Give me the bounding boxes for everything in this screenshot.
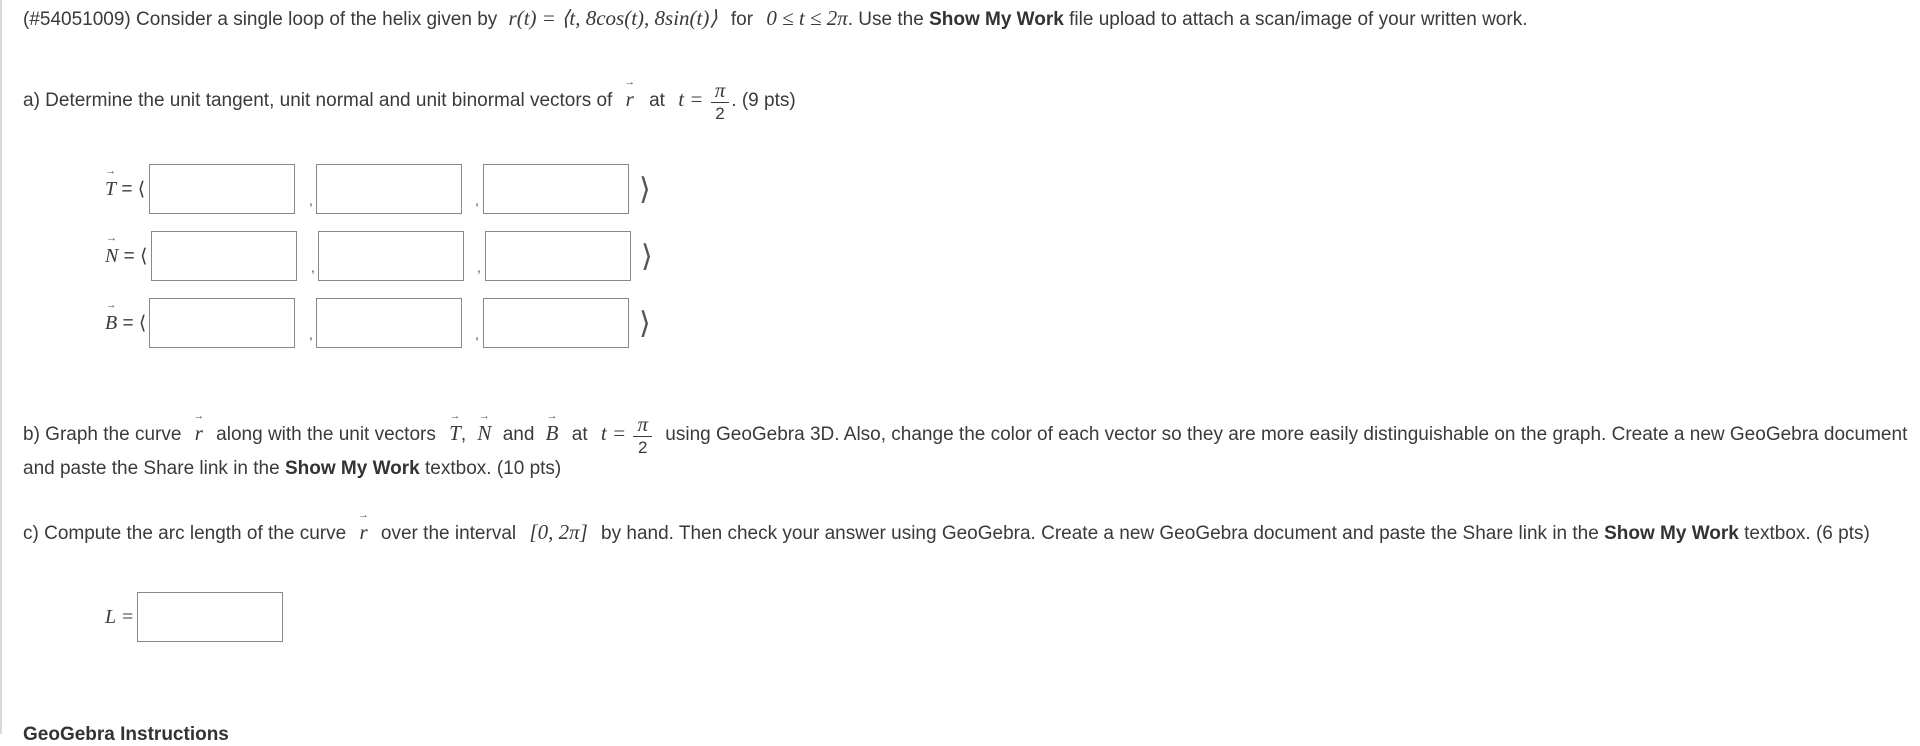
binormal-row <box>105 298 665 352</box>
show-my-work-ref: Show My Work <box>929 9 1064 30</box>
for-label: for <box>730 9 754 30</box>
t-equals: t = <box>600 421 627 446</box>
comma: , <box>477 259 481 275</box>
arrow-icon: → <box>624 76 636 89</box>
binormal-eq: = ⟨ <box>122 313 147 334</box>
r-function: r(t) = ⟨t, 8cos(t), 8sin(t)⟩ <box>508 6 718 30</box>
show-my-work-ref: Show My Work <box>1604 523 1739 544</box>
vector-n: → N <box>477 410 492 446</box>
use-pre: . Use the <box>847 9 924 30</box>
arrow-icon: → <box>105 299 117 311</box>
arrow-icon: → <box>449 410 461 423</box>
geogebra-instructions-heading: GeoGebra Instructions <box>23 724 229 745</box>
comma: , <box>475 192 479 208</box>
normal-eq: = ⟨ <box>123 246 148 267</box>
left-border <box>0 0 2 734</box>
frac-denominator: 2 <box>715 104 725 123</box>
tangent-z-input[interactable] <box>483 164 629 214</box>
normal-y-input[interactable] <box>318 231 464 281</box>
arrow-icon: → <box>546 410 558 423</box>
part-c-prompt <box>23 509 1870 544</box>
vector-b: → B <box>545 410 559 446</box>
at-label: at <box>649 90 665 112</box>
t-range: 0 ≤ t ≤ 2π <box>766 6 848 30</box>
tangent-row <box>105 164 665 218</box>
part-b-line2-post: textbox. (10 pts) <box>425 458 562 479</box>
frac-numerator: π <box>711 80 730 103</box>
r-symbol: r <box>625 87 634 112</box>
part-c-text3: by hand. Then check your answer using GeoGebra. Create a new GeoGebra document and paste the Share link in the <box>601 523 1599 544</box>
t-equals: t = <box>678 87 704 112</box>
arrow-icon: → <box>106 232 118 244</box>
binormal-z-input[interactable] <box>483 298 629 348</box>
arrow-icon: → <box>193 410 205 423</box>
binormal-x-input[interactable] <box>149 298 295 348</box>
show-my-work-ref: Show My Work <box>284 458 420 479</box>
close-bracket: ⟩ <box>639 172 651 207</box>
part-b-prompt <box>23 410 1908 457</box>
at-label: at <box>571 424 588 446</box>
normal-row <box>105 231 665 285</box>
arc-length-label: L = <box>105 606 135 628</box>
frac-numerator: π <box>633 414 652 437</box>
comma: , <box>475 326 479 342</box>
part-a-prompt <box>23 76 796 123</box>
binormal-label: → B = ⟨ <box>105 299 147 334</box>
interval: [0, 2π] <box>529 520 588 544</box>
and-label: and <box>502 424 535 446</box>
part-c-text4: textbox. (6 pts) <box>1744 523 1870 544</box>
arrow-icon: → <box>478 410 490 423</box>
tangent-eq: = ⟨ <box>121 179 146 200</box>
part-b-line2 <box>23 459 561 478</box>
arrow-icon: → <box>105 165 117 177</box>
tangent-y-input[interactable] <box>316 164 462 214</box>
separator: , <box>460 424 467 446</box>
tangent-label: → T = ⟨ <box>105 165 146 200</box>
frac-denominator: 2 <box>638 438 648 457</box>
part-b-text1: b) Graph the curve <box>23 424 182 446</box>
comma: , <box>309 192 313 208</box>
pi-over-2 <box>711 80 730 122</box>
part-c-text1: c) Compute the arc length of the curve <box>23 523 347 544</box>
close-bracket: ⟩ <box>639 306 651 341</box>
vector-r: → r <box>358 509 370 544</box>
vector-r <box>624 76 636 112</box>
vector-r: → r <box>193 410 205 446</box>
normal-z-input[interactable] <box>485 231 631 281</box>
part-b-text3: using GeoGebra 3D. Also, change the color of each vector so they are more easily distinguishable on the graph. Create a new GeoGebra document <box>665 424 1908 446</box>
problem-intro: (#54051009) Consider a single loop of the helix given by <box>23 9 498 30</box>
normal-x-input[interactable] <box>151 231 297 281</box>
binormal-y-input[interactable] <box>316 298 462 348</box>
arc-length-row <box>105 592 305 646</box>
problem-statement <box>23 8 1527 29</box>
part-b-text2: along with the unit vectors <box>216 424 436 446</box>
part-a-pts: . (9 pts) <box>731 90 796 112</box>
use-post: file upload to attach a scan/image of your written work. <box>1069 9 1528 30</box>
tangent-x-input[interactable] <box>149 164 295 214</box>
pi-over-2 <box>633 414 652 456</box>
part-b-line2-pre: and paste the Share link in the <box>23 458 280 479</box>
normal-label: → N = ⟨ <box>105 232 148 267</box>
close-bracket: ⟩ <box>641 239 653 274</box>
vector-t: → T <box>449 410 461 446</box>
arrow-icon: → <box>358 509 370 521</box>
comma: , <box>309 326 313 342</box>
comma: , <box>311 259 315 275</box>
part-a-text: a) Determine the unit tangent, unit normal and unit binormal vectors of <box>23 90 613 112</box>
arc-length-input[interactable] <box>137 592 283 642</box>
part-c-text2: over the interval <box>380 523 517 544</box>
